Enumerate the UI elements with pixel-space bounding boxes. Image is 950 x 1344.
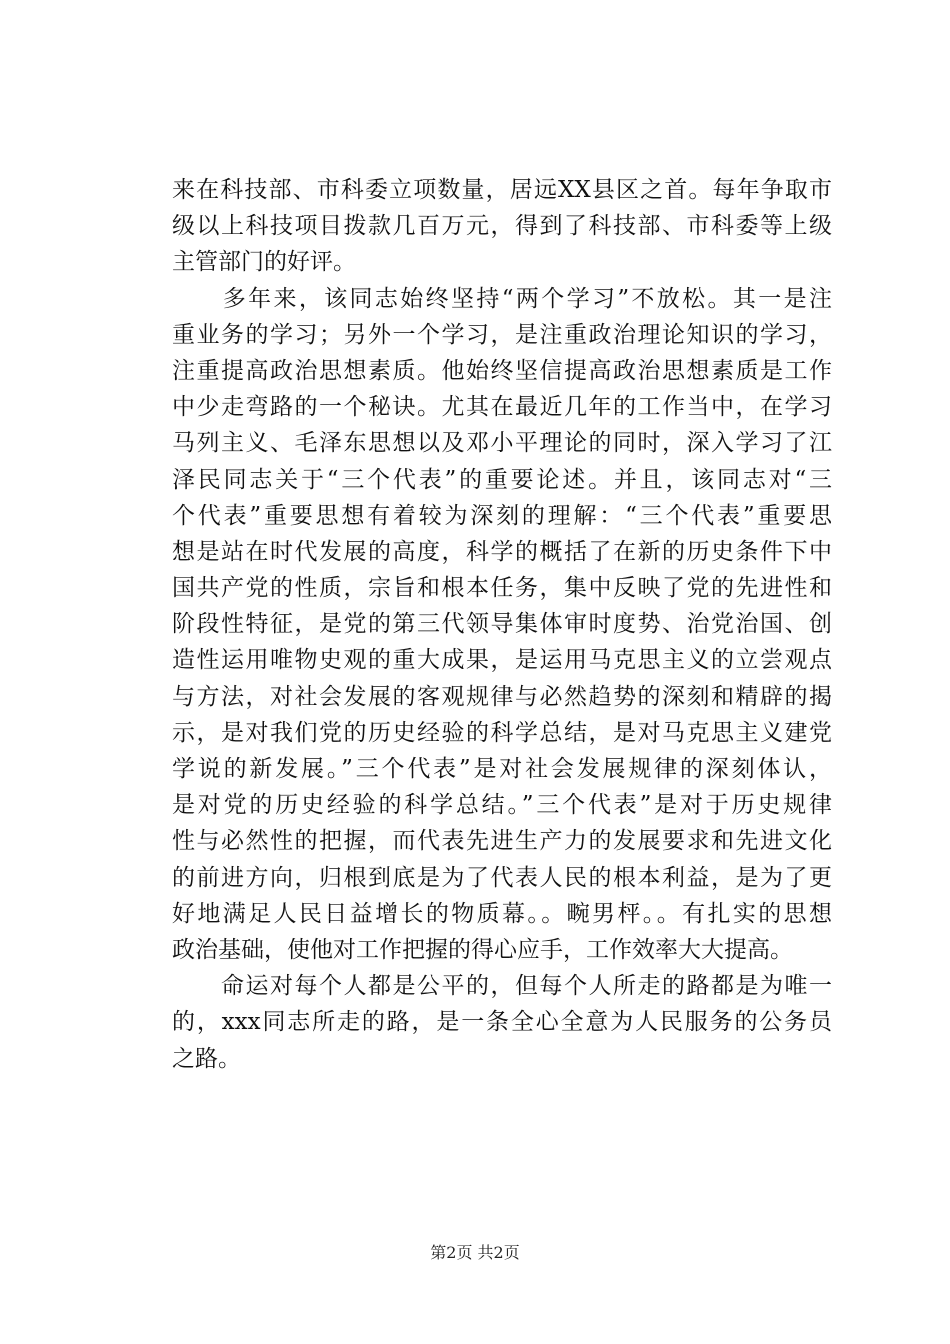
- text-line: 示，是对我们党的历史经验的科学总结，是对马克思主义建党: [172, 719, 832, 746]
- page-number-label: 第2页 共2页: [430, 1243, 520, 1262]
- text-line: 多年来，该同志始终坚持“两个学习”不放松。其一是注: [172, 285, 832, 312]
- text-line: 政治基础，使他对工作把握的得心应手，工作效率大大提高。: [172, 936, 793, 963]
- page-footer: [0, 1242, 950, 1264]
- text-line: 命运对每个人都是公平的，但每个人所走的路都是为唯一: [172, 973, 832, 1000]
- text-line: 来在科技部、市科委立项数量，居远XX县区之首。每年争取市: [172, 177, 832, 203]
- text-line: 与方法，对社会发展的客观规律与必然趋势的深刻和精辟的揭: [172, 683, 832, 710]
- paragraph-1: [172, 172, 832, 281]
- text-line: 的前进方向，归根到底是为了代表人民的根本利益，是为了更: [172, 864, 832, 891]
- text-line: 级以上科技项目拨款几百万元，得到了科技部、市科委等上级: [172, 213, 832, 240]
- text-line: 阶段性特征，是党的第三代领导集体审时度势、治党治国、创: [172, 611, 832, 638]
- text-line: 的，xxx同志所走的路，是一条全心全意为人民服务的公务员: [172, 1009, 832, 1036]
- text-line: 性与必然性的把握，而代表先进生产力的发展要求和先进文化: [172, 828, 832, 855]
- text-line: 泽民同志关于“三个代表”的重要论述。并且，该同志对“三: [172, 466, 832, 493]
- text-line: 注重提高政治思想素质。他始终坚信提高政治思想素质是工作: [172, 357, 832, 384]
- text-line: 想是站在时代发展的高度，科学的概括了在新的历史条件下中: [172, 538, 832, 565]
- paragraph-2: [172, 281, 832, 969]
- text-line: 国共产党的性质，宗旨和根本任务，集中反映了党的先进性和: [172, 575, 832, 602]
- paragraph-3: [172, 968, 832, 1077]
- text-line: 主管部门的好评。: [172, 249, 356, 276]
- text-line: 好地满足人民日益增长的物质幕。。畹男枰。。有扎实的思想: [172, 900, 832, 927]
- text-line: 是对党的历史经验的科学总结。”三个代表”是对于历史规律: [172, 792, 832, 819]
- document-body: [172, 172, 832, 1077]
- text-line: 马列主义、毛泽东思想以及邓小平理论的同时，深入学习了江: [172, 430, 832, 457]
- text-line: 学说的新发展。”三个代表”是对社会发展规律的深刻体认，: [172, 756, 832, 782]
- text-line: 重业务的学习；另外一个学习，是注重政治理论知识的学习，: [172, 321, 832, 348]
- text-line: 个代表”重要思想有着较为深刻的理解：“三个代表”重要思: [172, 502, 832, 529]
- text-line: 中少走弯路的一个秘诀。尤其在最近几年的工作当中，在学习: [172, 394, 832, 421]
- text-line: 之路。: [172, 1045, 241, 1072]
- text-line: 造性运用唯物史观的重大成果，是运用马克思主义的立尝观点: [172, 647, 832, 674]
